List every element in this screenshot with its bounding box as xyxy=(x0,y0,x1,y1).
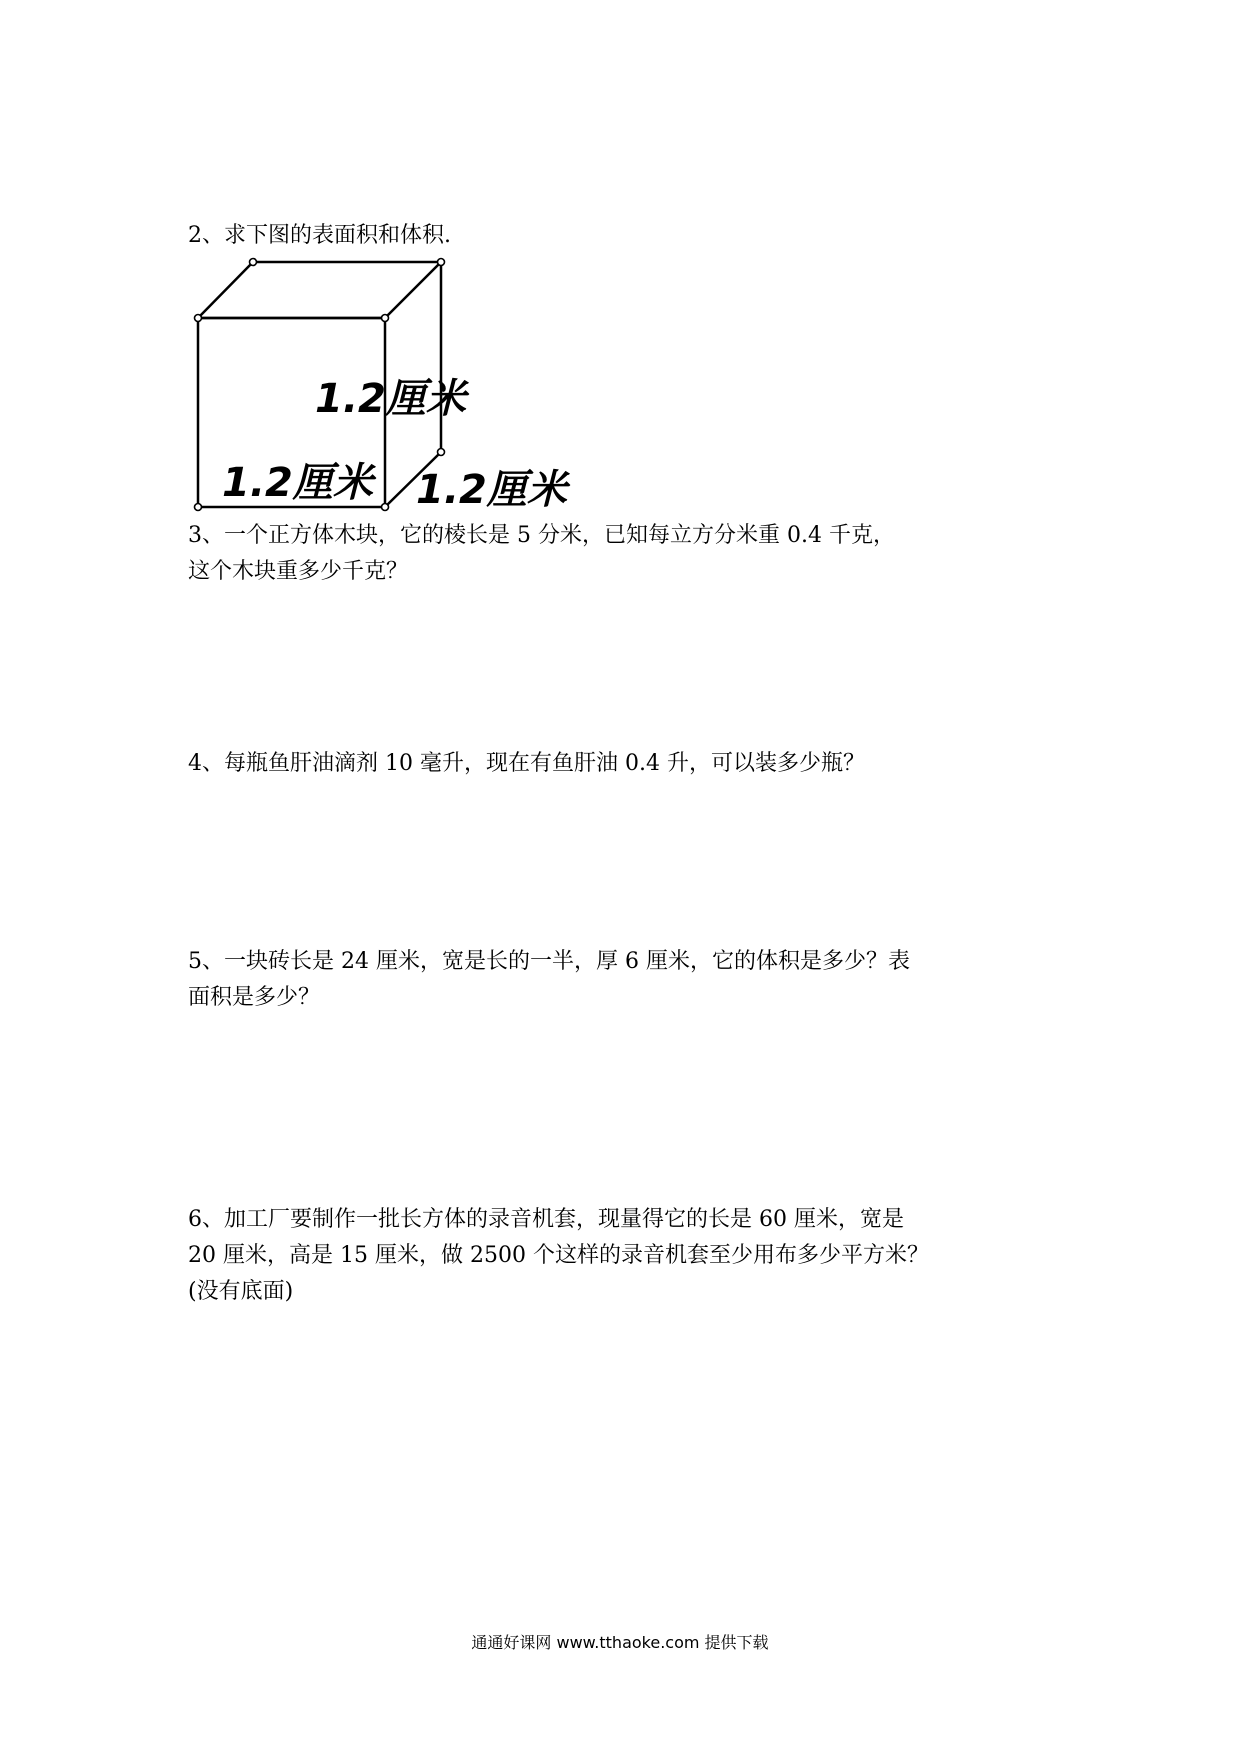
page-footer xyxy=(0,1631,1240,1655)
vertex xyxy=(382,504,389,511)
vertex xyxy=(195,504,202,511)
vertex xyxy=(438,259,445,266)
question-3-line-1: 3、一个正方体木块，它的棱长是 5 分米，已知每立方分米重 0.4 千克， xyxy=(188,523,895,548)
question-3-line-2: 这个木块重多少千克？ xyxy=(188,559,409,584)
question-6-line-3: (没有底面) xyxy=(188,1279,294,1304)
vertex xyxy=(250,259,257,266)
question-5-line-1: 5、一块砖长是 24 厘米，宽是长的一半，厚 6 厘米，它的体积是多少？表 xyxy=(188,949,910,974)
question-6 xyxy=(188,1202,929,1310)
cube-right-bottom-edge xyxy=(385,452,441,507)
label-width: 1.2厘米 xyxy=(416,467,567,513)
question-4-text: 4、每瓶鱼肝油滴剂 10 毫升，现在有鱼肝油 0.4 升，可以装多少瓶？ xyxy=(188,751,865,776)
question-2-text: 2、求下图的表面积和体积. xyxy=(188,223,451,248)
cube-edges xyxy=(198,262,441,507)
question-4 xyxy=(188,746,865,782)
question-3 xyxy=(188,518,895,590)
cube-front-face xyxy=(198,318,385,507)
question-6-line-1: 6、加工厂要制作一批长方体的录音机套，现量得它的长是 60 厘米，宽是 xyxy=(188,1207,904,1232)
question-6-line-2: 20 厘米，高是 15 厘米，做 2500 个这样的录音机套至少用布多少平方米？ xyxy=(188,1243,929,1268)
footer-text: 通通好课网 www.tthaoke.com 提供下载 xyxy=(471,1633,769,1652)
vertex xyxy=(382,315,389,322)
label-height: 1.2厘米 xyxy=(315,376,466,422)
label-length: 1.2厘米 xyxy=(222,460,373,506)
question-5 xyxy=(188,944,910,1016)
vertex xyxy=(438,449,445,456)
cube-vertices xyxy=(195,259,445,511)
vertex xyxy=(195,315,202,322)
question-2 xyxy=(188,218,451,254)
cube-figure xyxy=(0,0,1240,560)
question-5-line-2: 面积是多少？ xyxy=(188,985,321,1010)
cube-top-face xyxy=(198,262,441,318)
